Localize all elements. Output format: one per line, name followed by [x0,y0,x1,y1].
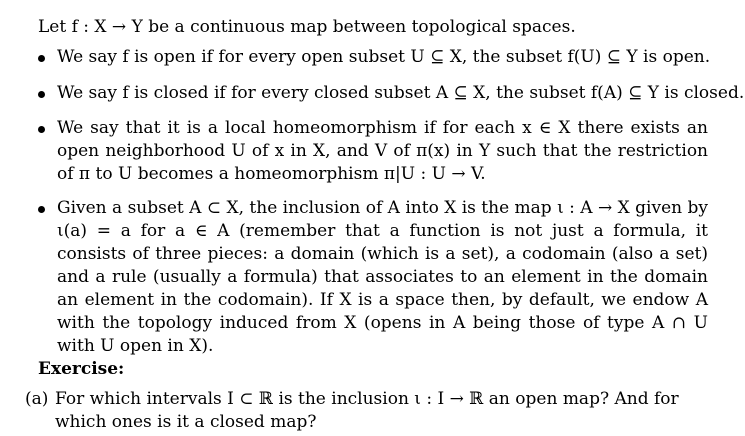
bullet-icon [38,126,45,133]
definition-inclusion: Given a subset A ⊂ X, the inclusion of A into X is the map ι : A → X given by ι(a) = a for a ∈ A (remember that a function is not just a formula, it consists of three pieces: a domain (which is a set), a codomain (also a set) and a rule (usually a formula) that associates to an element in the domain an element in the codomain). If X is a space then, by default, we endow A with the topology induced from X (opens in A being those of type A ∩ U with U open in X). [38,197,708,358]
exercise-heading: Exercise: [38,359,125,379]
definition-closed: We say f is closed if for every closed subset A ⊆ X, the subset f(A) ⊆ Y is closed. [38,82,708,105]
bullet-icon [38,91,45,98]
bullet-icon [38,206,45,213]
exercise-item-a [25,388,710,434]
definition-open: We say f is open if for every open subset U ⊆ X, the subset f(U) ⊆ Y is open. [38,46,708,69]
exercise-item-label: (a) [25,389,49,409]
definition-local-homeomorphism: We say that it is a local homeomorphism if for each x ∈ X there exists an open neighborhood U of x in X, and V of π(x) in Y such that the restriction of π to U becomes a homeomorphism π|U : U → V. [38,117,708,186]
intro-paragraph: Let f : X → Y be a continuous map between topological spaces. [38,17,576,37]
exercise-item-text: For which intervals I ⊂ ℝ is the inclusion ι : I → ℝ an open map? And for which ones is it a closed map? [55,389,679,432]
bullet-icon [38,55,45,62]
